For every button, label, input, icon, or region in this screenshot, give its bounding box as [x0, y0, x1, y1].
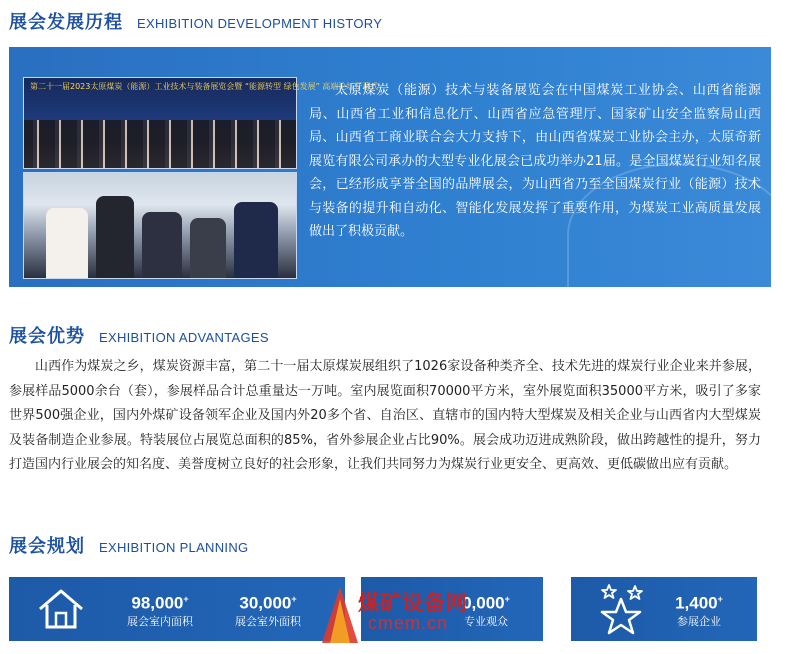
stat-label: 参展企业 — [677, 614, 721, 628]
stat-label: 展会室外面积 — [235, 614, 301, 628]
advantages-section-title — [9, 322, 269, 348]
exhibitors-stats-card — [571, 577, 757, 641]
stat-plus: + — [717, 594, 723, 604]
stat-value: 0,000 — [462, 593, 505, 613]
stat-value: 30,000 — [239, 593, 292, 613]
stat-visitors — [431, 589, 541, 630]
person-figure — [46, 208, 88, 278]
stat-value: 1,400 — [675, 593, 718, 613]
watermark-text: 煤矿设备网 — [358, 591, 468, 615]
person-figure — [96, 196, 134, 278]
stat-plus: + — [183, 594, 189, 604]
visitors-stats-card — [361, 577, 543, 641]
planning-section-title — [9, 532, 248, 558]
watermark-url: cmem.cn — [368, 613, 449, 633]
planning-title-cn: 展会规划 — [9, 536, 85, 557]
advantages-title-cn: 展会优势 — [9, 326, 85, 347]
history-title-cn: 展会发展历程 — [9, 12, 123, 33]
crowd-graphic — [24, 120, 296, 168]
stars-icon — [597, 583, 647, 635]
history-panel — [9, 47, 771, 287]
stat-label: 专业观众 — [464, 614, 508, 628]
stat-value: 98,000 — [131, 593, 184, 613]
history-section-title — [9, 8, 382, 34]
person-figure — [234, 202, 278, 278]
advantages-description: 山西作为煤炭之乡，煤炭资源丰富，第二十一届太原煤炭展组织了1026家设备种类齐全、技术先进的煤炭行业企业来并参展，参展样品5000余台（套），参展样品合计总重量达一万吨。室内展览面积70000平方米，室外展览面积35000平方米，吸引了多家世界500强企业，国内外煤矿设备领军企业及国内外20多个省、自治区、直辖市的国内特大型煤炭及相关企业与山西省内大型煤炭及装备制造企业参展。特装展位占展览总面积的85%，省外参展企业占比90%。展会成功迈进成熟阶段，做出跨越性的提升，努力打造国内行业展会的知名度、美誉度树立良好的社会形象，让我们共同努力为煤炭行业更安全、更高效、更低碳做出应有贡献。 — [9, 359, 761, 472]
planning-title-en: EXHIBITION PLANNING — [99, 540, 249, 555]
house-icon — [37, 587, 85, 631]
advantages-title-en: EXHIBITION ADVANTAGES — [99, 330, 269, 345]
stat-label: 展会室内面积 — [127, 614, 193, 628]
area-stats-card — [9, 577, 345, 641]
stat-outdoor-area — [213, 589, 323, 630]
stat-plus: + — [504, 594, 510, 604]
person-figure — [142, 212, 182, 278]
person-figure — [190, 218, 226, 278]
exhibition-visit-photo — [23, 172, 297, 279]
forum-opening-photo — [23, 77, 379, 169]
history-description: 太原煤炭（能源）技术与装备展览会在中国煤炭工业协会、山西省能源局、山西省工业和信息化厅、山西省应急管理厅、国家矿山安全监察局山西局、山西省工商业联合会大力支持下，由山西省煤炭工业协会主办，太原奇新展览有限公司承办的大型专业化展会已成功举办21届。是全国煤炭行业知名展会，已经形成享誉全国的品牌展会，为山西省乃至全国煤炭行业（能源）技术与装备的提升和自动化、智能化发展发挥了重要作用，为煤炭工业高质量发展做出了积极贡献。 — [309, 83, 761, 239]
stat-plus: + — [291, 594, 297, 604]
stat-indoor-area — [105, 589, 215, 630]
stat-exhibitors — [649, 589, 749, 630]
photo-banner-text: 第二十一届2023太原煤炭（能源）工业技术与装备展览会暨 “能源转型 绿色发展” 高端论坛开幕式 — [30, 82, 379, 91]
history-title-en: EXHIBITION DEVELOPMENT HISTORY — [137, 16, 383, 31]
